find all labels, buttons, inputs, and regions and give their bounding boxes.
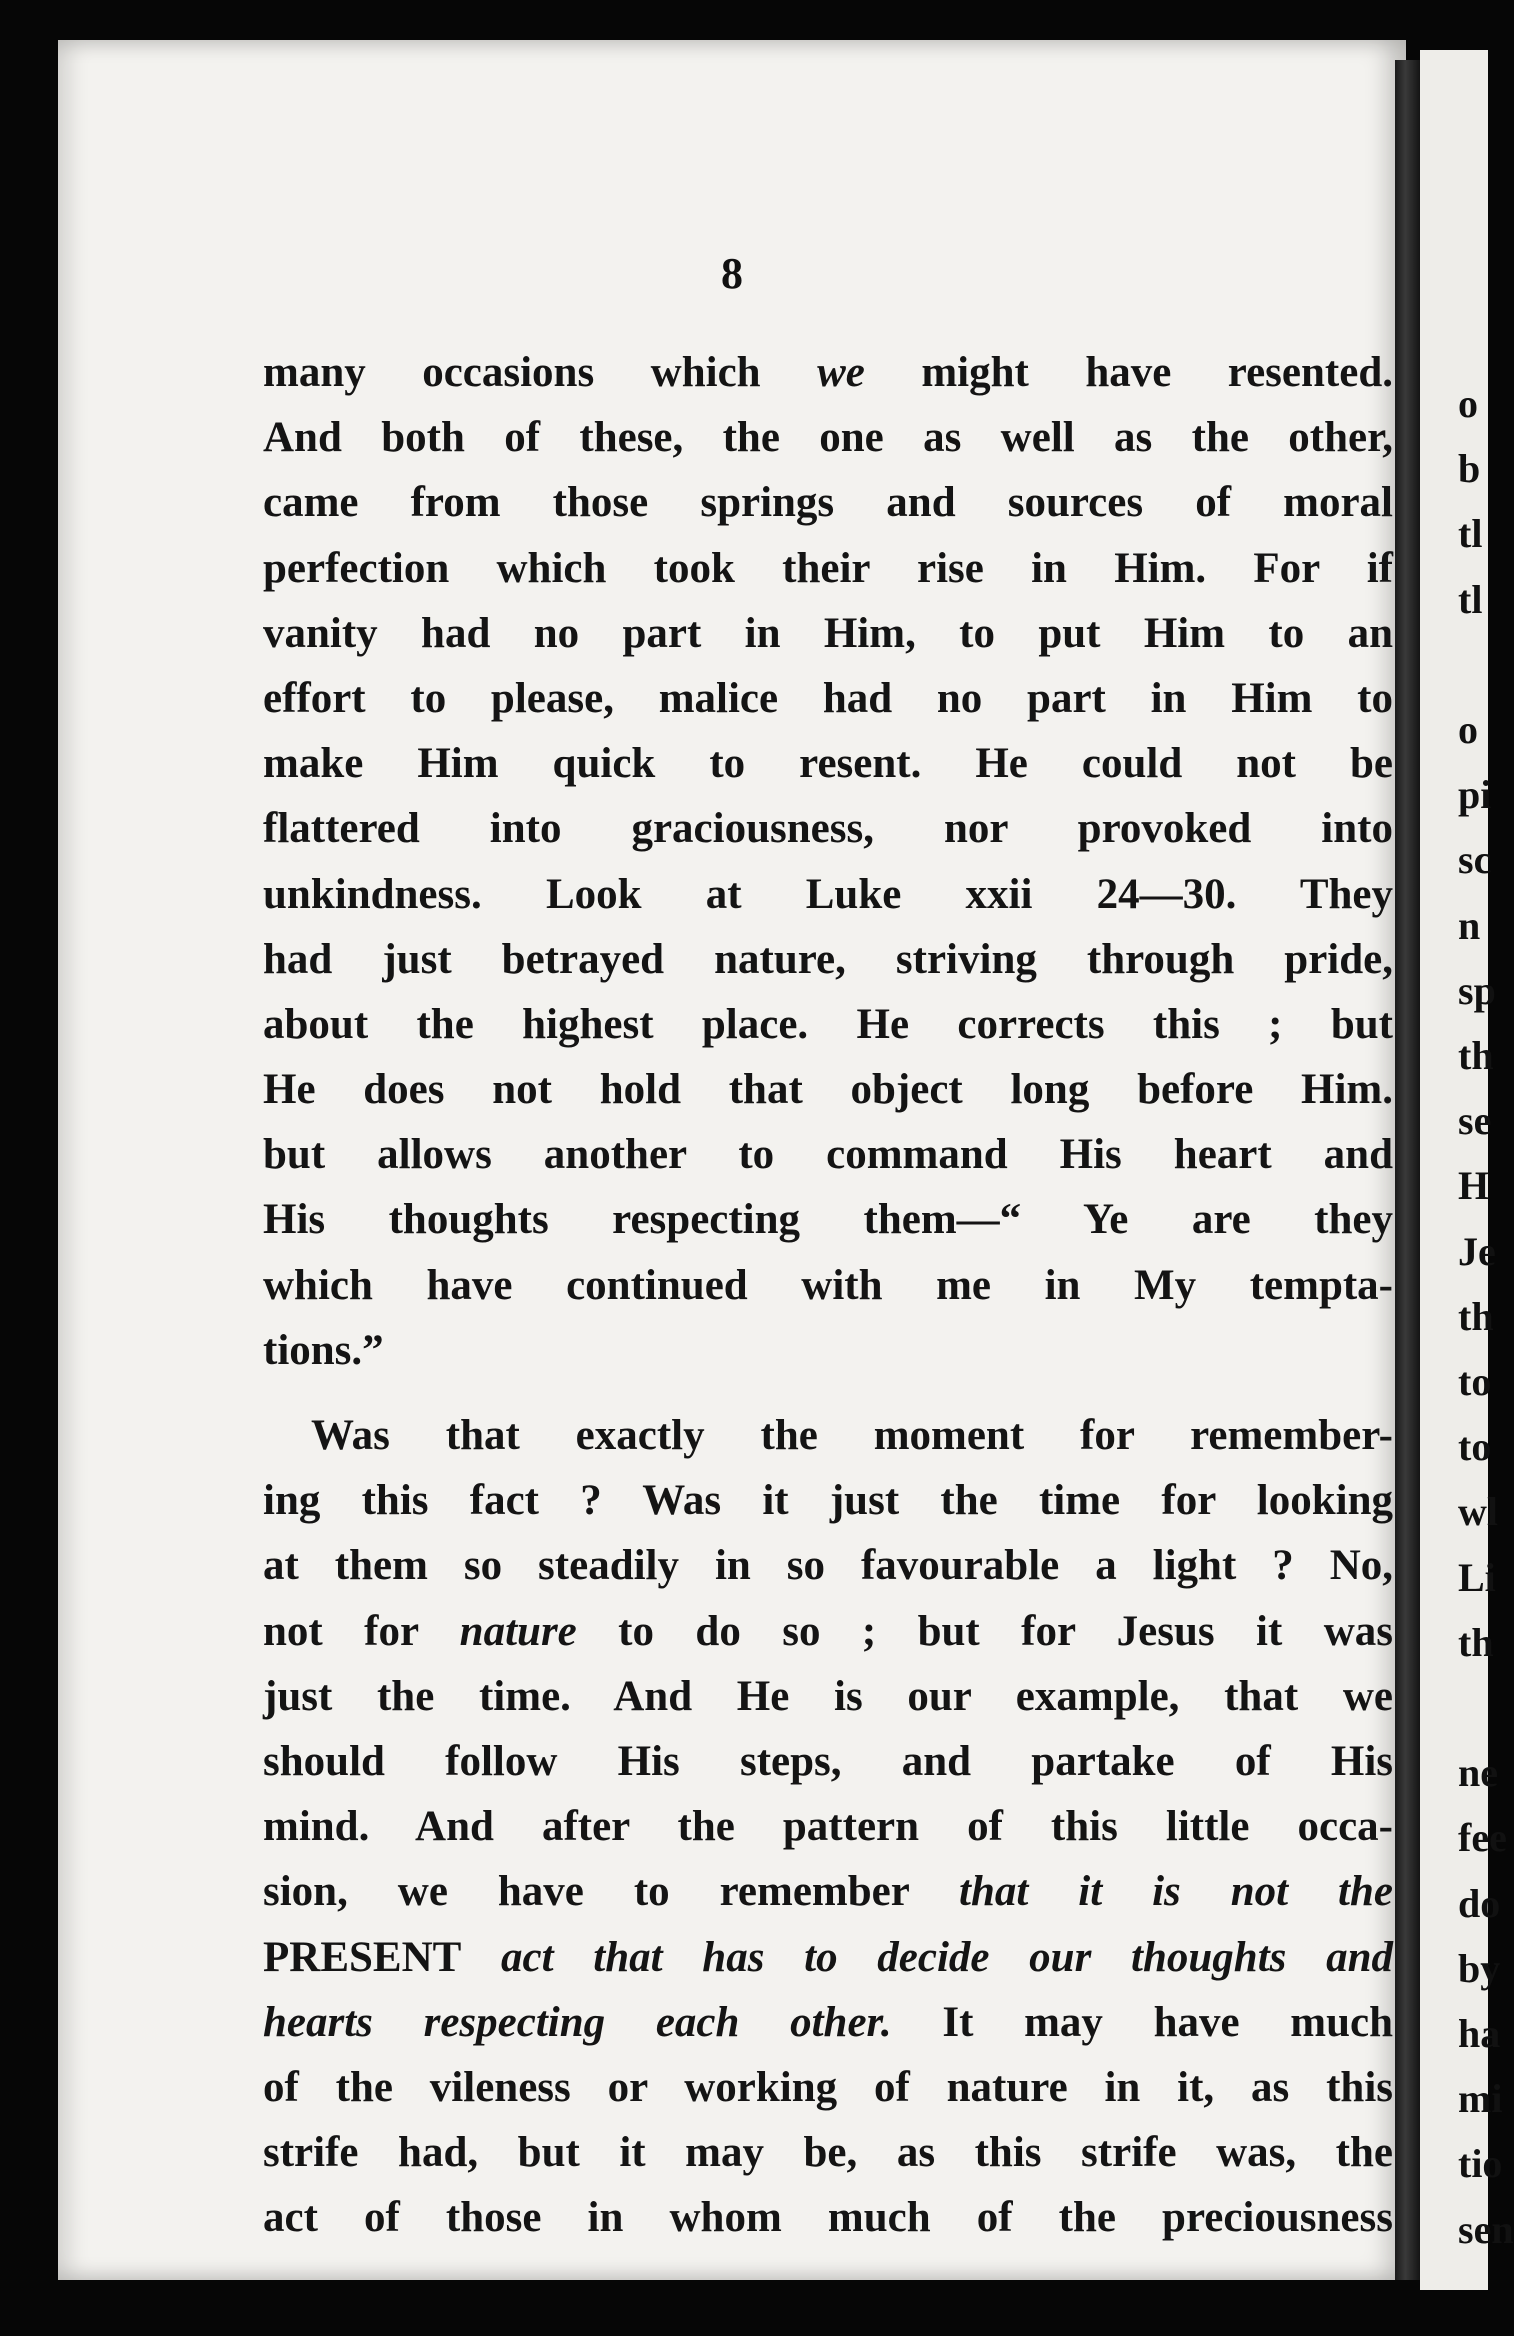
facing-page-fragment: fee [1458, 1815, 1507, 1861]
text-line: Was that exactly the moment for remember- [311, 1412, 1393, 1459]
text-line: but allows another to command His heart and [263, 1131, 1393, 1179]
text-line: of the vileness or working of nature in it, as this [263, 2063, 1393, 2111]
text-line: just the time. And He is our example, that we [263, 1672, 1393, 1720]
facing-page-fragment: sp [1458, 967, 1496, 1013]
paragraph-1 [263, 340, 1393, 1383]
facing-page-fragment: o [1458, 381, 1478, 426]
facing-page-edge [1420, 50, 1514, 2290]
text-line: And both of these, the one as well as the other, [263, 414, 1393, 462]
text-line: not for nature to do so ; but for Jesus it was [263, 1607, 1393, 1655]
page-number: 8 [721, 249, 743, 298]
facing-page-fragment: Je [1458, 1228, 1496, 1274]
text-line: vanity had no part in Him, to put Him to an [263, 609, 1393, 657]
text-line: came from those springs and sources of moral [263, 479, 1393, 527]
text-line: about the highest place. He corrects this ; but [263, 1000, 1393, 1048]
facing-page-fragment: H [1458, 1163, 1490, 1209]
text-line: His thoughts respecting them—“ Ye are they [263, 1196, 1393, 1244]
facing-page-fragment: se [1458, 1098, 1492, 1144]
text-line: effort to please, malice had no part in Him to [263, 674, 1393, 722]
text-line: sion, we have to remember that it is not the [263, 1868, 1393, 1916]
text-line: He does not hold that object long before Him. [263, 1066, 1393, 1114]
book-spine-shadow [1395, 60, 1421, 2280]
body-text [263, 340, 1393, 2250]
facing-page-fragment: ne [1458, 1750, 1498, 1796]
facing-page-fragment: tl [1458, 511, 1483, 557]
text-line: had just betrayed nature, striving through pride, [263, 935, 1393, 983]
facing-page-fragment: to [1458, 1359, 1492, 1404]
facing-page-fragment: ha [1458, 2011, 1501, 2056]
text-line: many occasions which we might have resented. [263, 349, 1393, 396]
facing-page-fragment: n [1458, 902, 1481, 948]
text-line: flattered into graciousness, nor provoked into [263, 805, 1393, 853]
text-line: should follow His steps, and partake of His [263, 1737, 1393, 1785]
text-line: tions.” [263, 1326, 384, 1374]
book-page [58, 40, 1406, 2280]
text-line: strife had, but it may be, as this strife was, the [263, 2129, 1393, 2177]
facing-page-fragment: th [1458, 1033, 1494, 1078]
text-line: act of those in whom much of the preciousness [263, 2194, 1393, 2242]
text-line: make Him quick to resent. He could not be [263, 740, 1393, 788]
text-line: ing this fact ? Was it just the time for looking [263, 1477, 1393, 1525]
facing-page-fragment: tio [1458, 2141, 1503, 2187]
facing-page-fragment: b [1458, 446, 1481, 492]
facing-page-fragment: th [1458, 1619, 1494, 1665]
facing-page-fragment: o [1458, 707, 1478, 752]
text-line: which have continued with me in My tempta- [263, 1261, 1393, 1309]
text-line: unkindness. Look at Luke xxii 24—30. They [263, 870, 1393, 918]
facing-page-fragment: tl [1458, 576, 1483, 622]
text-line: PRESENT act that has to decide our thoughts and [263, 1933, 1394, 1981]
facing-page-fragment: sc [1458, 837, 1492, 883]
facing-page-fragment: to [1458, 1424, 1492, 1470]
facing-page-fragment: Li [1458, 1554, 1496, 1600]
facing-page-fragment: mi [1458, 2076, 1503, 2122]
text-line: hearts respecting each other. It may have much [263, 1998, 1394, 2046]
text-line: perfection which took their rise in Him. For if [263, 544, 1393, 592]
facing-page-fragment: do [1458, 1880, 1501, 1926]
paragraph-2 [263, 1403, 1393, 2250]
facing-page-fragment: pi [1458, 772, 1492, 818]
text-line: mind. And after the pattern of this little occa- [263, 1803, 1393, 1851]
facing-page-fragment: wl [1458, 1489, 1498, 1535]
facing-page-fragment: th [1458, 1293, 1494, 1339]
text-line: at them so steadily in so favourable a light ? No, [263, 1542, 1393, 1590]
facing-page-fragment: sen [1458, 2206, 1514, 2252]
facing-page-fragment: by [1458, 1945, 1501, 1991]
